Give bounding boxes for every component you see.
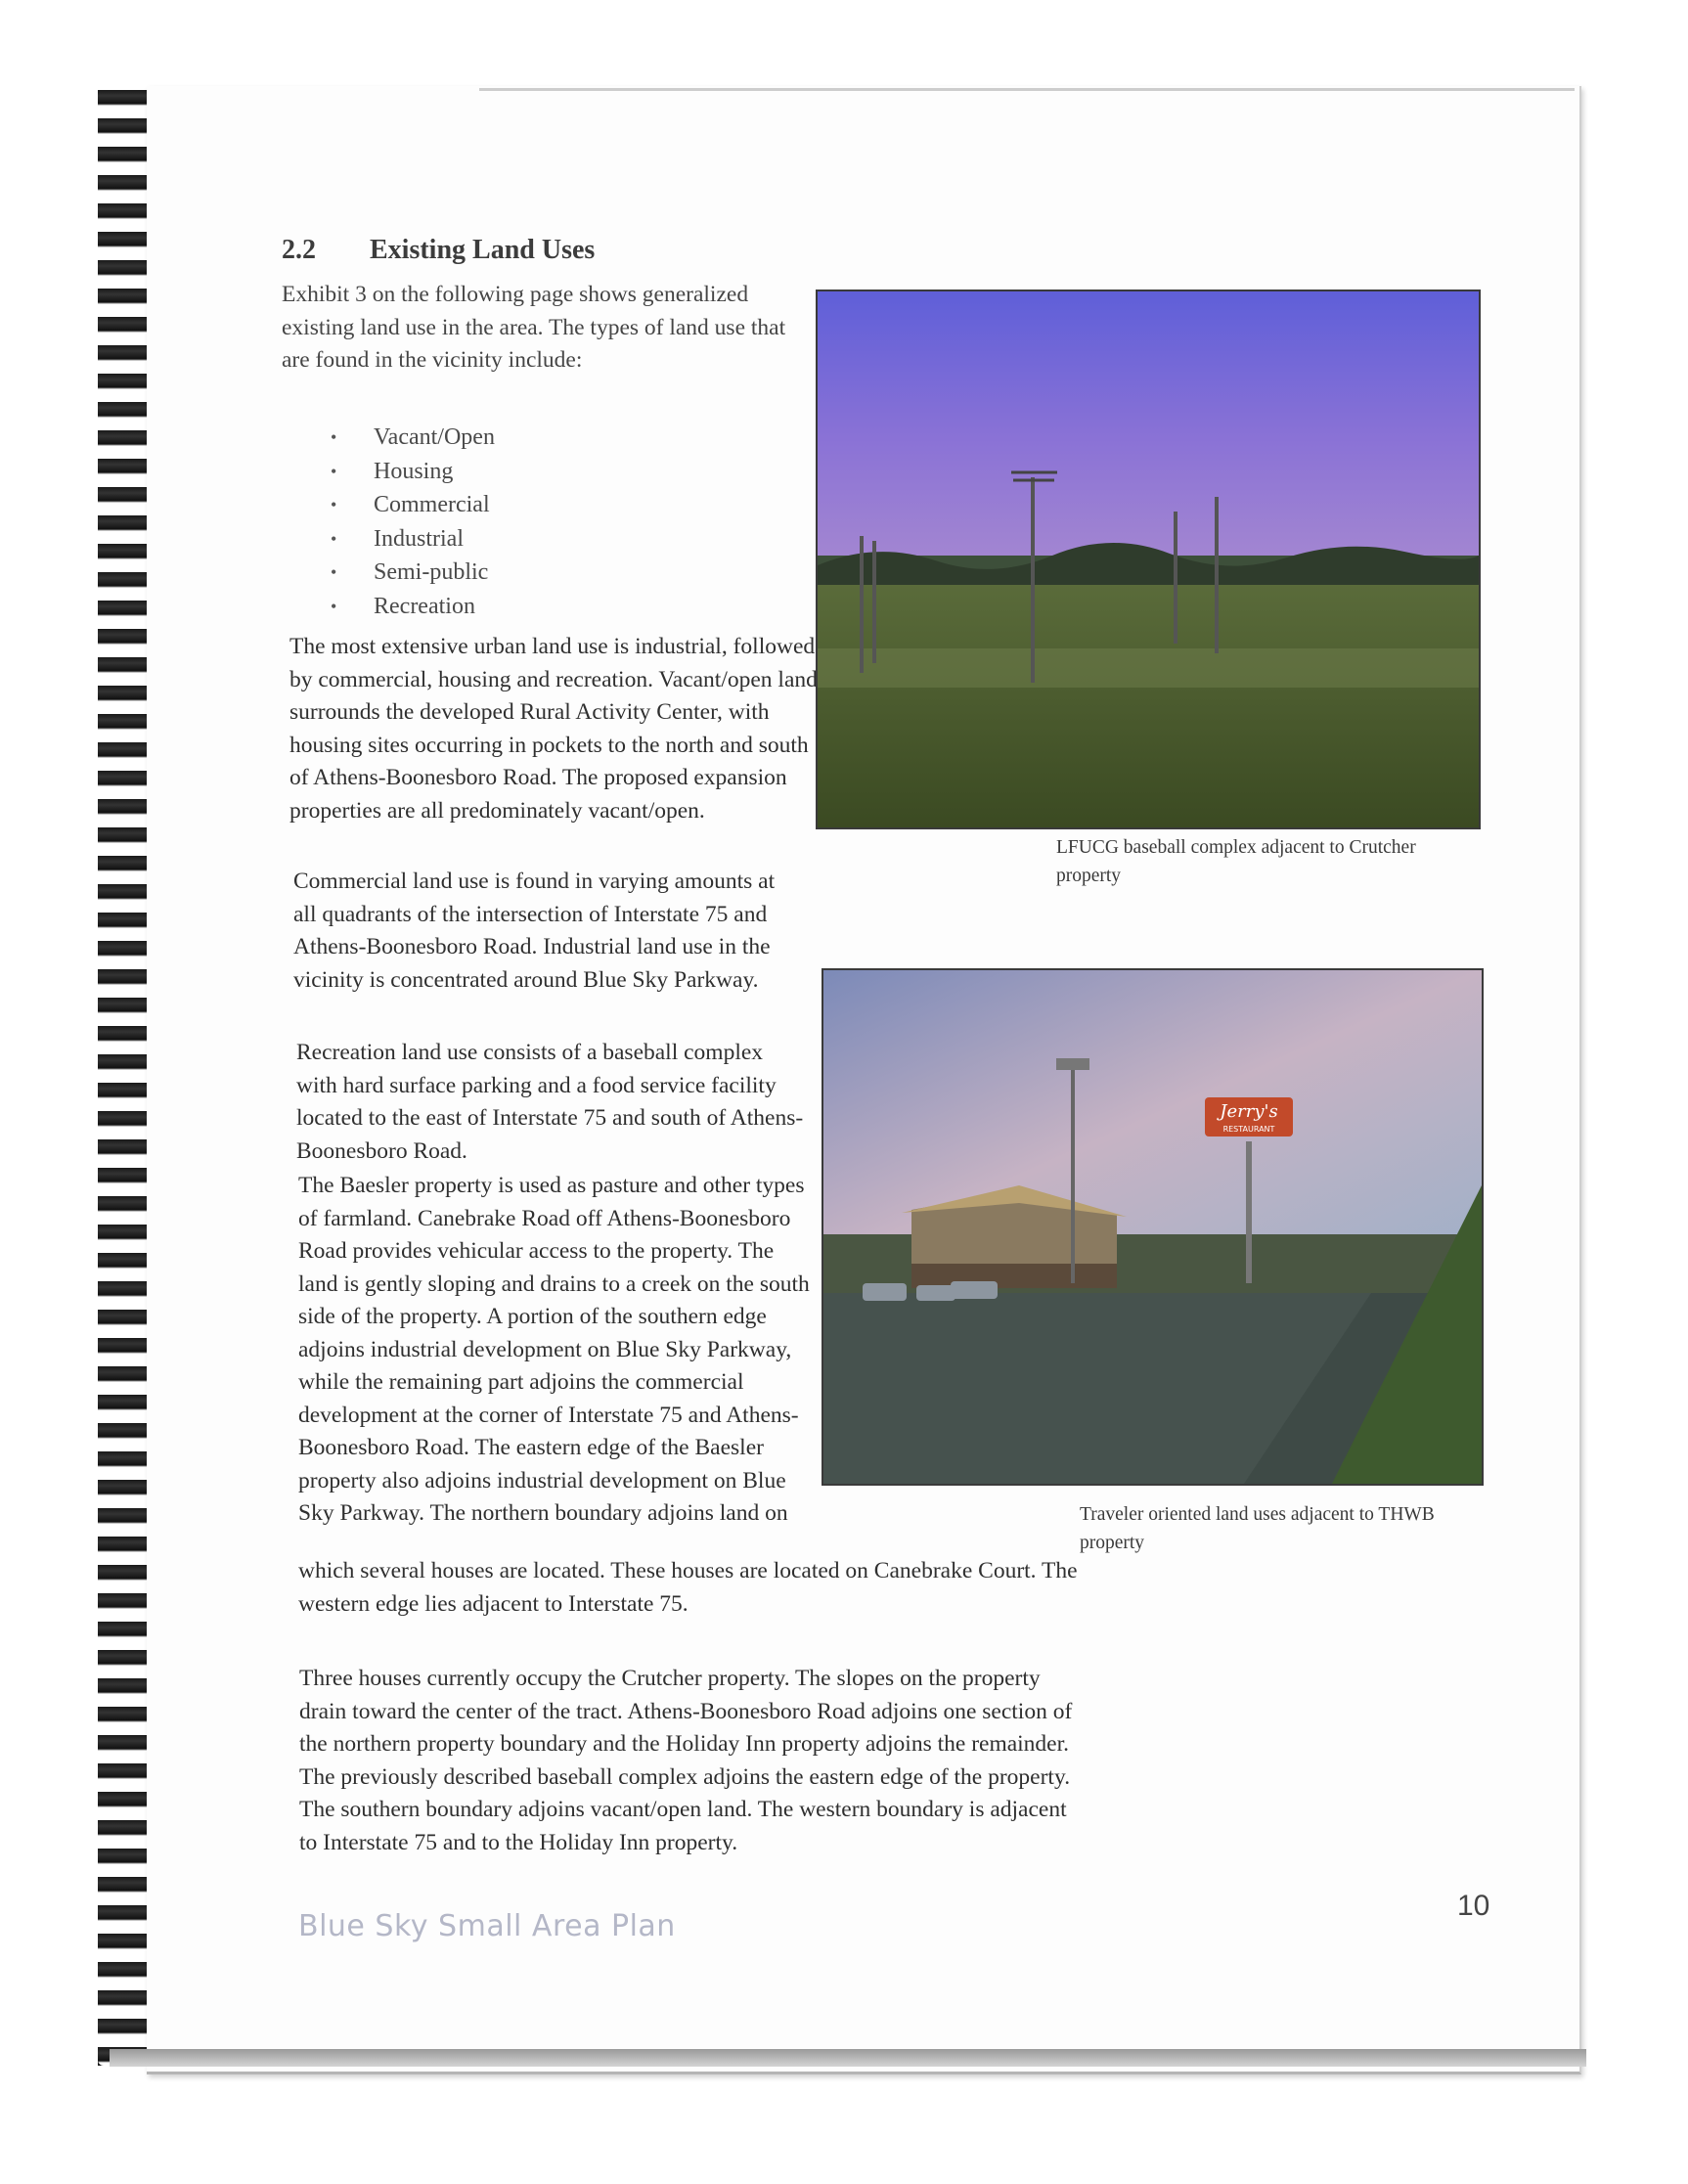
baseball-complex-image bbox=[818, 291, 1479, 827]
list-item: • Recreation bbox=[323, 590, 495, 624]
list-item: • Commercial bbox=[323, 488, 495, 522]
restaurant-image bbox=[823, 970, 1482, 1484]
restaurant-photo bbox=[822, 968, 1484, 1486]
footer-title: Blue Sky Small Area Plan bbox=[298, 1909, 676, 1943]
baseball-complex-photo bbox=[816, 290, 1481, 829]
list-item: • Semi-public bbox=[323, 556, 495, 590]
photo-caption: Traveler oriented land uses adjacent to THWB property bbox=[1080, 1504, 1435, 1553]
section-number: 2.2 bbox=[282, 235, 316, 265]
sign-name-text: Jerry's bbox=[1220, 1101, 1278, 1122]
intro-paragraph: Exhibit 3 on the following page shows generalized existing land use in the area. The types of land use that are found in the vicinity include: bbox=[282, 282, 786, 373]
paragraph-urban-land-use: The most extensive urban land use is industrial, followed by commercial, housing and recreation. Vacant/open land surrounds the developed Rural Activity Center, with housing sites occurring in pockets to the north and south of Athens-Boonesboro Road. The proposed expansion properties are all predominately vacant/open. bbox=[289, 634, 818, 824]
top-rule bbox=[479, 88, 1575, 91]
paragraph-commercial: Commercial land use is found in varying amounts at all quadrants of the intersection of Interstate 75 and Athens-Boonesboro Road. Industrial land use in the vicinity is concentrated around Blue Sky Parkway. bbox=[293, 869, 776, 993]
list-item: • Vacant/Open bbox=[323, 421, 495, 455]
photo-caption: LFUCG baseball complex adjacent to Crutcher property bbox=[1056, 837, 1416, 886]
section-title: Existing Land Uses bbox=[370, 235, 596, 265]
list-item: • Housing bbox=[323, 455, 495, 489]
page-number: 10 bbox=[1457, 1890, 1490, 1922]
sign-restaurant-text: RESTAURANT bbox=[1222, 1125, 1275, 1134]
list-item: • Industrial bbox=[323, 522, 495, 557]
land-use-list bbox=[323, 421, 495, 623]
paragraph-crutcher: Three houses currently occupy the Crutcher property. The slopes on the property drain toward the center of the tract. Athens-Boonesboro Road adjoins one section of the northern property boundary and the Holiday Inn property adjoins the remainder. The previously described baseball complex adjoins the eastern edge of the property. The southern boundary adjoins vacant/open land. The western boundary is adjacent to Interstate 75 and to the Holiday Inn property. bbox=[299, 1666, 1073, 1855]
paragraph-recreation: Recreation land use consists of a baseball complex with hard surface parking and a food service facility located to the east of Interstate 75 and south of Athens-Boonesboro Road. bbox=[296, 1040, 804, 1164]
paragraph-baesler-continued: which several houses are located. These houses are located on Canebrake Court. The western edge lies adjacent to Interstate 75. bbox=[298, 1558, 1078, 1617]
paragraph-baesler: The Baesler property is used as pasture and other types of farmland. Canebrake Road off Athens-Boonesboro Road provides vehicular access to the property. The land is gently sloping and drains to a creek on the south side of the property. A portion of the southern edge adjoins industrial development on Blue Sky Parkway, while the remaining part adjoins the commercial development at the corner of Interstate 75 and Athens-Boonesboro Road. The eastern edge of the Baesler property also adjoins industrial development on Blue Sky Parkway. The northern boundary adjoins land on bbox=[298, 1173, 810, 1526]
bottom-edge bbox=[110, 2049, 1586, 2067]
section-heading bbox=[282, 235, 595, 266]
